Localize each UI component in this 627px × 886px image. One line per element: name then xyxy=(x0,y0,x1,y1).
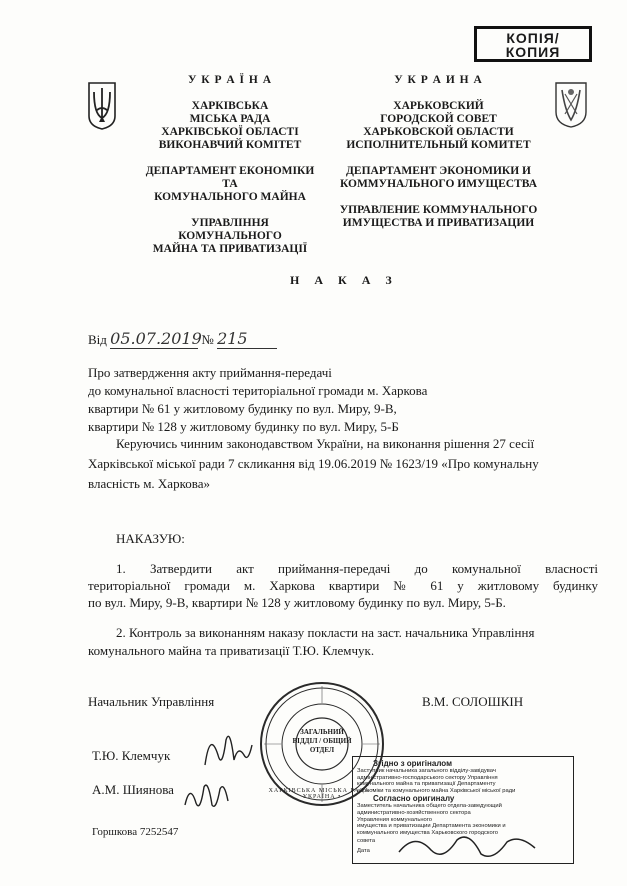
trident-emblem-icon xyxy=(86,80,118,130)
certify-ua-title: Згідно з оригіналом xyxy=(373,759,452,768)
order-word: НАКАЗУЮ: xyxy=(116,531,185,546)
item2-line-1: 2. Контроль за виконанням наказу покласти на заст. начальника Управління xyxy=(116,625,535,640)
header-ru-office-1: УПРАВЛЕНИЕ КОММУНАЛЬНОГО xyxy=(339,204,538,216)
certify-ru-line-2: административно-хозяйственного сектора xyxy=(357,809,471,816)
item1-line-1: 1. Затвердити акт приймання-передачі до комунальної власності xyxy=(116,561,598,576)
approval-name-2: А.М. Шиянова xyxy=(92,782,174,797)
header-ua-council-2: МІСЬКА РАДА xyxy=(189,113,271,125)
item1-line-2: територіальної громади м. Харкова квартири № 61 у житловому будинку xyxy=(88,578,598,593)
subject-line-1: Про затвердження акту приймання-передачі xyxy=(88,365,332,380)
copy-stamp xyxy=(474,26,592,62)
certify-ru-line-1: Заместитель начальника общего отдела-заведующий xyxy=(357,803,502,810)
date-from-label: Від xyxy=(88,332,107,347)
header-ru-council-4: ИСПОЛНИТЕЛЬНЫЙ КОМИТЕТ xyxy=(346,139,531,151)
date-value: 05.07.2019 xyxy=(110,329,202,348)
preamble-line-1: Керуючись чинним законодавством України, на виконання рішення 27 сесії xyxy=(116,436,535,451)
certify-ru-title: Согласно оригиналу xyxy=(373,794,455,804)
header-ru-department-2: КОММУНАЛЬНОГО ИМУЩЕСТВА xyxy=(339,178,538,190)
header-ua-council-3: ХАРКІВСЬКОЇ ОБЛАСТІ xyxy=(161,126,299,138)
preamble-line-3: власність м. Харкова» xyxy=(88,476,210,491)
signer-name: В.М. СОЛОШКІН xyxy=(422,694,524,709)
certify-ru-line-5: коммунального имущества Харьковского городского xyxy=(357,829,498,836)
certify-ua-line-1: Заступник начальника загального відділу-завідувач xyxy=(357,768,496,774)
header-ru-council-2: ГОРОДСКОЙ СОВЕТ xyxy=(380,113,497,125)
subject-line-3: квартири № 61 у житловому будинку по вул. Миру, 9-В, xyxy=(88,401,397,416)
signer-position: Начальник Управління xyxy=(88,694,215,709)
header-ua-office-2: МАЙНА ТА ПРИВАТИЗАЦІЇ xyxy=(152,243,308,255)
certify-ua-line-3: комунального майна та приватизації Департаменту xyxy=(357,781,496,788)
round-seal-ring-text: ХАРКІВСЬКА МІСЬКА РАДА • УКРАЇНА • xyxy=(268,788,376,800)
header-ua-department-2: КОМУНАЛЬНОГО МАЙНА xyxy=(154,191,306,203)
subject-line-2: до комунальної власності територіальної громади м. Харкова xyxy=(88,383,428,398)
certify-ua-line-2: адміністративно-господарського сектору Управління xyxy=(357,774,498,781)
certify-stamp xyxy=(352,756,574,864)
subject xyxy=(88,364,538,436)
number-label: № xyxy=(201,332,214,347)
copy-stamp-line2: КОПИЯ xyxy=(505,44,561,60)
preamble-line-2: Харківської міської ради 7 скликання від 19.06.2019 № 1623/19 «Про комунальну xyxy=(88,456,539,471)
order-item-1 xyxy=(88,560,598,611)
order-item-2 xyxy=(88,624,608,660)
certify-ru-line-4: имущества и приватизации Департамента экономики и xyxy=(357,823,506,830)
certify-ua-line-4: економіки та комунального майна Харківської міської ради xyxy=(357,787,516,794)
header-ua-office-1: УПРАВЛІННЯ КОМУНАЛЬНОГО xyxy=(178,217,282,242)
header-ua-country: У К Р А Ї Н А xyxy=(187,74,273,86)
certify-ru-line-3: Управления коммунального xyxy=(357,816,432,823)
certify-date-label: Дата xyxy=(357,847,370,854)
certify-sign-label: совета xyxy=(357,838,376,845)
header-ru-council-3: ХАРЬКОВСКОЙ ОБЛАСТИ xyxy=(363,126,514,138)
signature-klemchuk-icon xyxy=(200,725,255,775)
item2-line-2: комунального майна та приватизації Т.Ю. Клемчук. xyxy=(88,643,375,658)
header-ua-department-1: ДЕПАРТАМЕНТ ЕКОНОМІКИ ТА xyxy=(145,165,315,190)
copy-stamp-line1: КОПІЯ/ xyxy=(506,30,560,46)
header-ua-council-1: ХАРКІВСЬКА xyxy=(191,100,269,112)
item1-line-3: по вул. Миру, 9-В, квартири № 128 у житловому будинку по вул. Миру, 5-Б. xyxy=(88,595,506,610)
date-line xyxy=(88,330,348,349)
header-ru-country: У К Р А И Н А xyxy=(394,74,483,86)
header-ua xyxy=(140,74,320,256)
approval-name-1: Т.Ю. Клемчук xyxy=(92,748,171,763)
signature-shyianova-icon xyxy=(182,775,232,817)
round-seal-center-text: ЗАГАЛЬНИЙ ВІДДІЛ / ОБЩИЙ ОТДЕЛ xyxy=(292,728,352,754)
header-ru-council-1: ХАРЬКОВСКИЙ xyxy=(393,100,484,112)
executor: Горшкова 7252547 xyxy=(92,826,179,838)
preamble xyxy=(88,434,608,494)
header-ru-department-1: ДЕПАРТАМЕНТ ЭКОНОМИКИ И xyxy=(345,165,531,177)
header-ua-council-4: ВИКОНАВЧИЙ КОМІТЕТ xyxy=(158,139,302,151)
header-ru xyxy=(336,74,541,230)
doc-title: Н А К А З xyxy=(290,273,398,287)
number-value: 215 xyxy=(217,330,277,349)
header-ru-office-2: ИМУЩЕСТВА И ПРИВАТИЗАЦИИ xyxy=(342,217,535,229)
kharkiv-coat-of-arms-icon xyxy=(553,80,589,128)
subject-line-4: квартири № 128 у житловому будинку по вул. Миру, 5-Б xyxy=(88,419,399,434)
